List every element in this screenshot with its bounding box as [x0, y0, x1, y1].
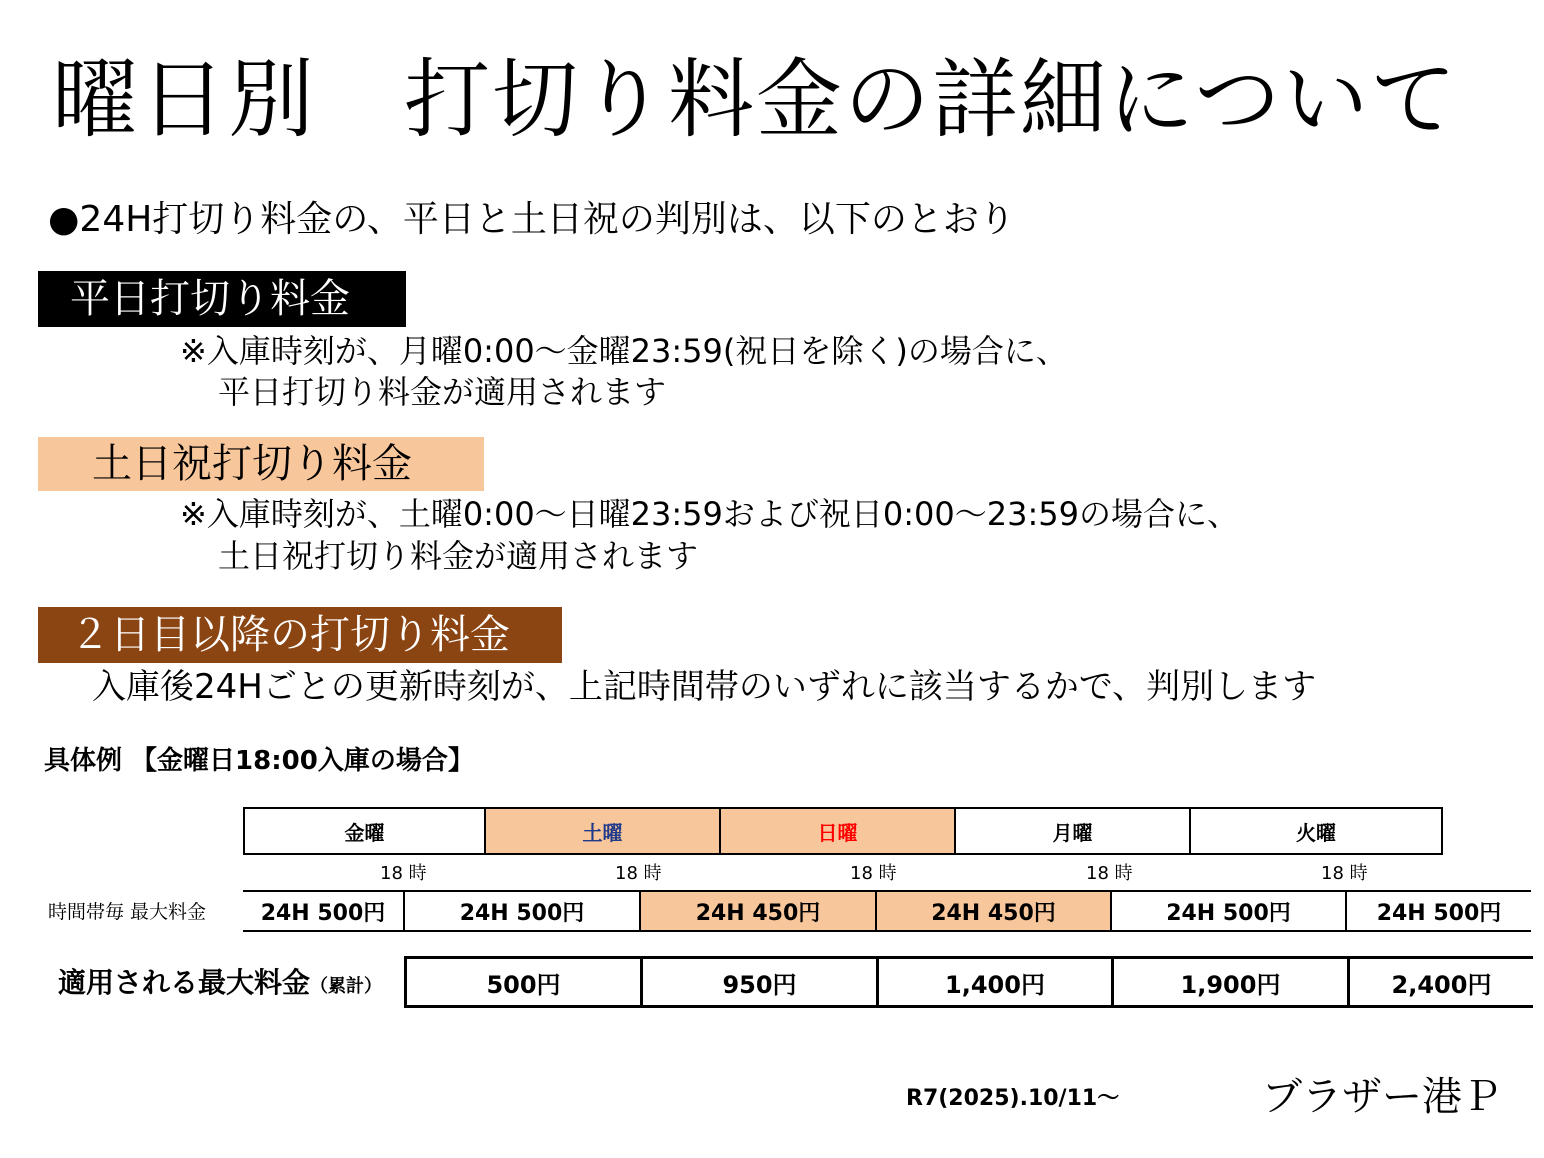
day-header-row [243, 807, 1443, 855]
second-day-rate-header: ２日目以降の打切り料金 [38, 607, 562, 663]
cumulative-label [58, 963, 382, 1007]
cumulative-note: （累計） [310, 976, 383, 997]
rate-cell: 24H 500円 [1376, 900, 1502, 926]
day-cell-tue [1191, 809, 1441, 853]
rate-cell: 24H 500円 [405, 892, 641, 930]
weekday-rate-line-2: 平日打切り料金が適用されます [218, 373, 667, 411]
rate-row [243, 890, 1531, 932]
rate-cell: 24H 450円 [877, 892, 1112, 930]
holiday-rate-header: 土日祝打切り料金 [38, 437, 484, 491]
example-title: 具体例 【金曜日18:00入庫の場合】 [44, 746, 474, 776]
cumulative-cell: 2,400円 [1391, 970, 1492, 999]
day-cell-sun [721, 809, 956, 853]
cumulative-cell: 500円 [407, 959, 643, 1005]
rate-cell: 24H 450円 [641, 892, 877, 930]
intro-text: ●24H打切り料金の、平日と土日祝の判別は、以下のとおり [48, 199, 1015, 240]
effective-date: R7(2025).10/11～ [906, 1086, 1120, 1111]
day-label: 土曜 [582, 820, 623, 845]
day-label: 火曜 [1296, 820, 1336, 845]
day-label: 金曜 [344, 820, 385, 845]
cumulative-row [404, 956, 1533, 1008]
rate-cell: 24H 500円 [243, 892, 405, 930]
brand-name: ブラザー港Ｐ [1262, 1074, 1502, 1120]
time-tick: 18 時 [1086, 863, 1133, 884]
day-cell-mon [956, 809, 1191, 853]
time-tick: 18 時 [1321, 863, 1368, 884]
time-tick: 18 時 [380, 863, 427, 884]
rate-cell: 24H 500円 [1112, 892, 1347, 930]
day-cell-fri [245, 809, 486, 853]
time-tick: 18 時 [850, 863, 897, 884]
cumulative-cell: 1,400円 [879, 959, 1114, 1005]
cumulative-label-text: 適用される最大料金 [58, 966, 311, 999]
weekday-rate-line-1: ※入庫時刻が、月曜0:00～金曜23:59(祝日を除く)の場合に、 [180, 332, 1068, 370]
holiday-rate-line-1: ※入庫時刻が、土曜0:00～日曜23:59および祝日0:00～23:59の場合に、 [180, 495, 1239, 533]
holiday-rate-line-2: 土日祝打切り料金が適用されます [218, 537, 699, 575]
day-cell-sat [486, 809, 721, 853]
day-label: 日曜 [817, 820, 858, 845]
rate-row-label: 時間帯毎 最大料金 [48, 901, 207, 923]
page-title: 曜日別 打切り料金の詳細について [52, 50, 1459, 150]
weekday-rate-header: 平日打切り料金 [38, 271, 406, 327]
second-day-rate-line: 入庫後24Hごとの更新時刻が、上記時間帯のいずれに該当するかで、判別します [92, 667, 1317, 707]
cumulative-cell: 950円 [643, 959, 879, 1005]
time-tick: 18 時 [615, 863, 662, 884]
cumulative-cell: 1,900円 [1114, 959, 1350, 1005]
day-label: 月曜 [1052, 820, 1093, 845]
